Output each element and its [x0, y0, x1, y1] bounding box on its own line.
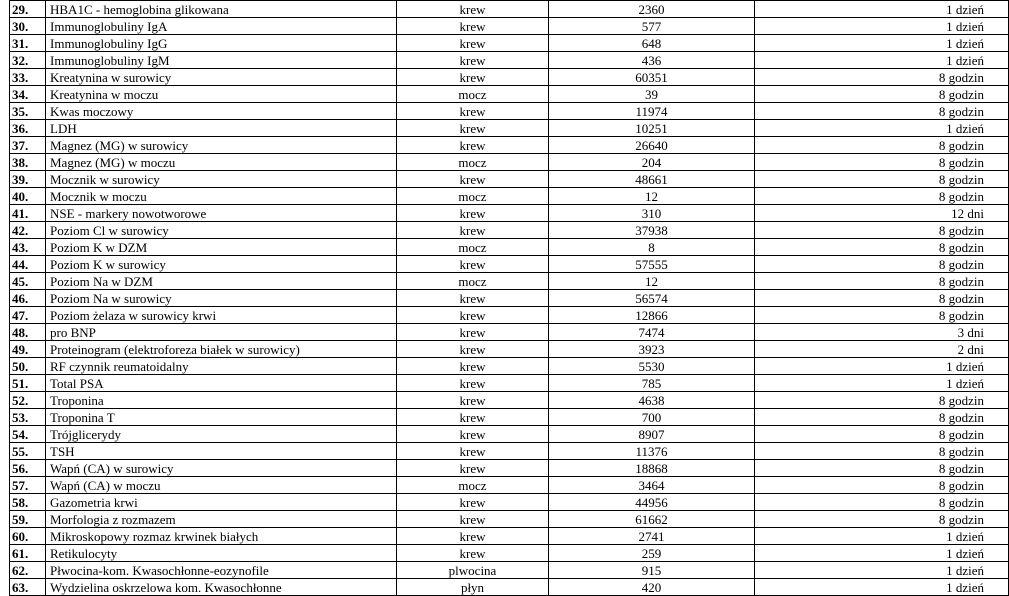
table-row: [10, 307, 1009, 324]
table-row: [10, 460, 1009, 477]
quantity: 12: [549, 273, 755, 290]
test-name: Kreatynina w moczu: [46, 86, 397, 103]
table-row: [10, 409, 1009, 426]
material: plwocina: [397, 562, 549, 579]
quantity: 11376: [549, 443, 755, 460]
row-number: 52.: [10, 392, 46, 409]
table-row: [10, 477, 1009, 494]
table-row: [10, 324, 1009, 341]
quantity: 37938: [549, 222, 755, 239]
table-row: [10, 239, 1009, 256]
material: krew: [397, 1, 549, 18]
test-name: Immunoglobuliny IgG: [46, 35, 397, 52]
test-name: NSE - markery nowotworowe: [46, 205, 397, 222]
row-number: 44.: [10, 256, 46, 273]
row-number: 58.: [10, 494, 46, 511]
table-row: [10, 120, 1009, 137]
turnaround-time: 8 godzin: [755, 392, 1009, 409]
test-name: Morfologia z rozmazem: [46, 511, 397, 528]
turnaround-time: 8 godzin: [755, 188, 1009, 205]
quantity: 577: [549, 18, 755, 35]
test-name: Magnez (MG) w surowicy: [46, 137, 397, 154]
row-number: 57.: [10, 477, 46, 494]
quantity: 8907: [549, 426, 755, 443]
quantity: 2741: [549, 528, 755, 545]
material: płyn: [397, 579, 549, 596]
test-name: Poziom Na w surowicy: [46, 290, 397, 307]
row-number: 54.: [10, 426, 46, 443]
turnaround-time: 3 dni: [755, 324, 1009, 341]
turnaround-time: 8 godzin: [755, 290, 1009, 307]
quantity: 39: [549, 86, 755, 103]
material: krew: [397, 222, 549, 239]
quantity: 12: [549, 188, 755, 205]
row-number: 47.: [10, 307, 46, 324]
test-name: Płwocina-kom. Kwasochłonne-eozynofile: [46, 562, 397, 579]
quantity: 785: [549, 375, 755, 392]
turnaround-time: 1 dzień: [755, 18, 1009, 35]
table-row: [10, 52, 1009, 69]
turnaround-time: 1 dzień: [755, 35, 1009, 52]
material: krew: [397, 256, 549, 273]
turnaround-time: 1 dzień: [755, 528, 1009, 545]
turnaround-time: 8 godzin: [755, 103, 1009, 120]
turnaround-time: 8 godzin: [755, 443, 1009, 460]
material: krew: [397, 120, 549, 137]
turnaround-time: 8 godzin: [755, 426, 1009, 443]
row-number: 60.: [10, 528, 46, 545]
material: krew: [397, 392, 549, 409]
row-number: 40.: [10, 188, 46, 205]
row-number: 50.: [10, 358, 46, 375]
table-row: [10, 375, 1009, 392]
row-number: 43.: [10, 239, 46, 256]
turnaround-time: 8 godzin: [755, 171, 1009, 188]
material: krew: [397, 137, 549, 154]
test-name: Poziom Cl w surowicy: [46, 222, 397, 239]
material: mocz: [397, 477, 549, 494]
material: krew: [397, 69, 549, 86]
table-row: [10, 69, 1009, 86]
turnaround-time: 8 godzin: [755, 222, 1009, 239]
material: krew: [397, 324, 549, 341]
material: krew: [397, 205, 549, 222]
quantity: 5530: [549, 358, 755, 375]
turnaround-time: 1 dzień: [755, 562, 1009, 579]
test-name: Total PSA: [46, 375, 397, 392]
material: krew: [397, 341, 549, 358]
turnaround-time: 1 dzień: [755, 579, 1009, 596]
turnaround-time: 2 dni: [755, 341, 1009, 358]
test-name: Mikroskopowy rozmaz krwinek białych: [46, 528, 397, 545]
quantity: 700: [549, 409, 755, 426]
material: mocz: [397, 86, 549, 103]
row-number: 31.: [10, 35, 46, 52]
turnaround-time: 8 godzin: [755, 154, 1009, 171]
quantity: 57555: [549, 256, 755, 273]
row-number: 51.: [10, 375, 46, 392]
quantity: 12866: [549, 307, 755, 324]
material: krew: [397, 494, 549, 511]
quantity: 3923: [549, 341, 755, 358]
turnaround-time: 8 godzin: [755, 137, 1009, 154]
material: krew: [397, 443, 549, 460]
test-name: TSH: [46, 443, 397, 460]
test-name: Poziom Na w DZM: [46, 273, 397, 290]
material: mocz: [397, 239, 549, 256]
material: krew: [397, 375, 549, 392]
row-number: 39.: [10, 171, 46, 188]
table-body: [10, 1, 1009, 596]
table-row: [10, 154, 1009, 171]
turnaround-time: 8 godzin: [755, 409, 1009, 426]
turnaround-time: 1 dzień: [755, 358, 1009, 375]
row-number: 35.: [10, 103, 46, 120]
quantity: 56574: [549, 290, 755, 307]
quantity: 204: [549, 154, 755, 171]
material: krew: [397, 358, 549, 375]
row-number: 46.: [10, 290, 46, 307]
material: krew: [397, 528, 549, 545]
test-name: Immunoglobuliny IgM: [46, 52, 397, 69]
table-row: [10, 562, 1009, 579]
material: krew: [397, 426, 549, 443]
table-row: [10, 256, 1009, 273]
table-row: [10, 358, 1009, 375]
quantity: 310: [549, 205, 755, 222]
row-number: 59.: [10, 511, 46, 528]
test-name: Immunoglobuliny IgA: [46, 18, 397, 35]
test-name: Kwas moczowy: [46, 103, 397, 120]
test-name: Gazometria krwi: [46, 494, 397, 511]
material: krew: [397, 103, 549, 120]
quantity: 259: [549, 545, 755, 562]
turnaround-time: 1 dzień: [755, 52, 1009, 69]
quantity: 48661: [549, 171, 755, 188]
test-name: Trójglicerydy: [46, 426, 397, 443]
test-name: Kreatynina w surowicy: [46, 69, 397, 86]
table-row: [10, 290, 1009, 307]
row-number: 61.: [10, 545, 46, 562]
quantity: 11974: [549, 103, 755, 120]
row-number: 45.: [10, 273, 46, 290]
row-number: 42.: [10, 222, 46, 239]
table-row: [10, 443, 1009, 460]
turnaround-time: 8 godzin: [755, 307, 1009, 324]
table-row: [10, 579, 1009, 596]
quantity: 26640: [549, 137, 755, 154]
material: krew: [397, 52, 549, 69]
test-name: RF czynnik reumatoidalny: [46, 358, 397, 375]
test-name: Wapń (CA) w surowicy: [46, 460, 397, 477]
quantity: 4638: [549, 392, 755, 409]
quantity: 8: [549, 239, 755, 256]
quantity: 915: [549, 562, 755, 579]
test-name: Proteinogram (elektroforeza białek w surowicy): [46, 341, 397, 358]
table-row: [10, 222, 1009, 239]
test-name: Troponina T: [46, 409, 397, 426]
material: mocz: [397, 273, 549, 290]
turnaround-time: 1 dzień: [755, 120, 1009, 137]
turnaround-time: 1 dzień: [755, 375, 1009, 392]
quantity: 60351: [549, 69, 755, 86]
material: krew: [397, 460, 549, 477]
table-row: [10, 341, 1009, 358]
turnaround-time: 12 dni: [755, 205, 1009, 222]
row-number: 37.: [10, 137, 46, 154]
turnaround-time: 1 dzień: [755, 1, 1009, 18]
turnaround-time: 8 godzin: [755, 256, 1009, 273]
material: krew: [397, 409, 549, 426]
turnaround-time: 8 godzin: [755, 460, 1009, 477]
table-row: [10, 392, 1009, 409]
quantity: 18868: [549, 460, 755, 477]
test-name: Poziom żelaza w surowicy krwi: [46, 307, 397, 324]
table-row: [10, 171, 1009, 188]
table-row: [10, 273, 1009, 290]
test-name: Poziom K w DZM: [46, 239, 397, 256]
quantity: 420: [549, 579, 755, 596]
quantity: 61662: [549, 511, 755, 528]
test-name: Retikulocyty: [46, 545, 397, 562]
test-name: Wydzielina oskrzelowa kom. Kwasochłonne: [46, 579, 397, 596]
row-number: 62.: [10, 562, 46, 579]
test-name: LDH: [46, 120, 397, 137]
table-row: [10, 494, 1009, 511]
test-name: Troponina: [46, 392, 397, 409]
row-number: 49.: [10, 341, 46, 358]
test-name: Wapń (CA) w moczu: [46, 477, 397, 494]
turnaround-time: 8 godzin: [755, 69, 1009, 86]
test-name: HBA1C - hemoglobina glikowana: [46, 1, 397, 18]
table-row: [10, 511, 1009, 528]
table-row: [10, 18, 1009, 35]
quantity: 44956: [549, 494, 755, 511]
material: mocz: [397, 154, 549, 171]
row-number: 36.: [10, 120, 46, 137]
quantity: 7474: [549, 324, 755, 341]
table-row: [10, 35, 1009, 52]
material: krew: [397, 35, 549, 52]
table-row: [10, 528, 1009, 545]
table-row: [10, 137, 1009, 154]
turnaround-time: 8 godzin: [755, 477, 1009, 494]
row-number: 30.: [10, 18, 46, 35]
test-name: Mocznik w moczu: [46, 188, 397, 205]
turnaround-time: 1 dzień: [755, 545, 1009, 562]
turnaround-time: 8 godzin: [755, 273, 1009, 290]
quantity: 10251: [549, 120, 755, 137]
material: krew: [397, 511, 549, 528]
row-number: 56.: [10, 460, 46, 477]
test-name: pro BNP: [46, 324, 397, 341]
row-number: 53.: [10, 409, 46, 426]
quantity: 648: [549, 35, 755, 52]
material: krew: [397, 290, 549, 307]
row-number: 38.: [10, 154, 46, 171]
turnaround-time: 8 godzin: [755, 239, 1009, 256]
test-name: Mocznik w surowicy: [46, 171, 397, 188]
turnaround-time: 8 godzin: [755, 511, 1009, 528]
table-row: [10, 188, 1009, 205]
test-name: Poziom K w surowicy: [46, 256, 397, 273]
row-number: 41.: [10, 205, 46, 222]
material: krew: [397, 171, 549, 188]
row-number: 29.: [10, 1, 46, 18]
lab-tests-table: [9, 0, 1009, 596]
turnaround-time: 8 godzin: [755, 494, 1009, 511]
quantity: 2360: [549, 1, 755, 18]
table-row: [10, 1, 1009, 18]
table-row: [10, 86, 1009, 103]
turnaround-time: 8 godzin: [755, 86, 1009, 103]
quantity: 3464: [549, 477, 755, 494]
material: mocz: [397, 188, 549, 205]
row-number: 63.: [10, 579, 46, 596]
row-number: 48.: [10, 324, 46, 341]
row-number: 34.: [10, 86, 46, 103]
row-number: 55.: [10, 443, 46, 460]
table-row: [10, 103, 1009, 120]
row-number: 33.: [10, 69, 46, 86]
table-row: [10, 545, 1009, 562]
quantity: 436: [549, 52, 755, 69]
material: krew: [397, 545, 549, 562]
row-number: 32.: [10, 52, 46, 69]
material: krew: [397, 18, 549, 35]
table-row: [10, 426, 1009, 443]
material: krew: [397, 307, 549, 324]
table-row: [10, 205, 1009, 222]
test-name: Magnez (MG) w moczu: [46, 154, 397, 171]
